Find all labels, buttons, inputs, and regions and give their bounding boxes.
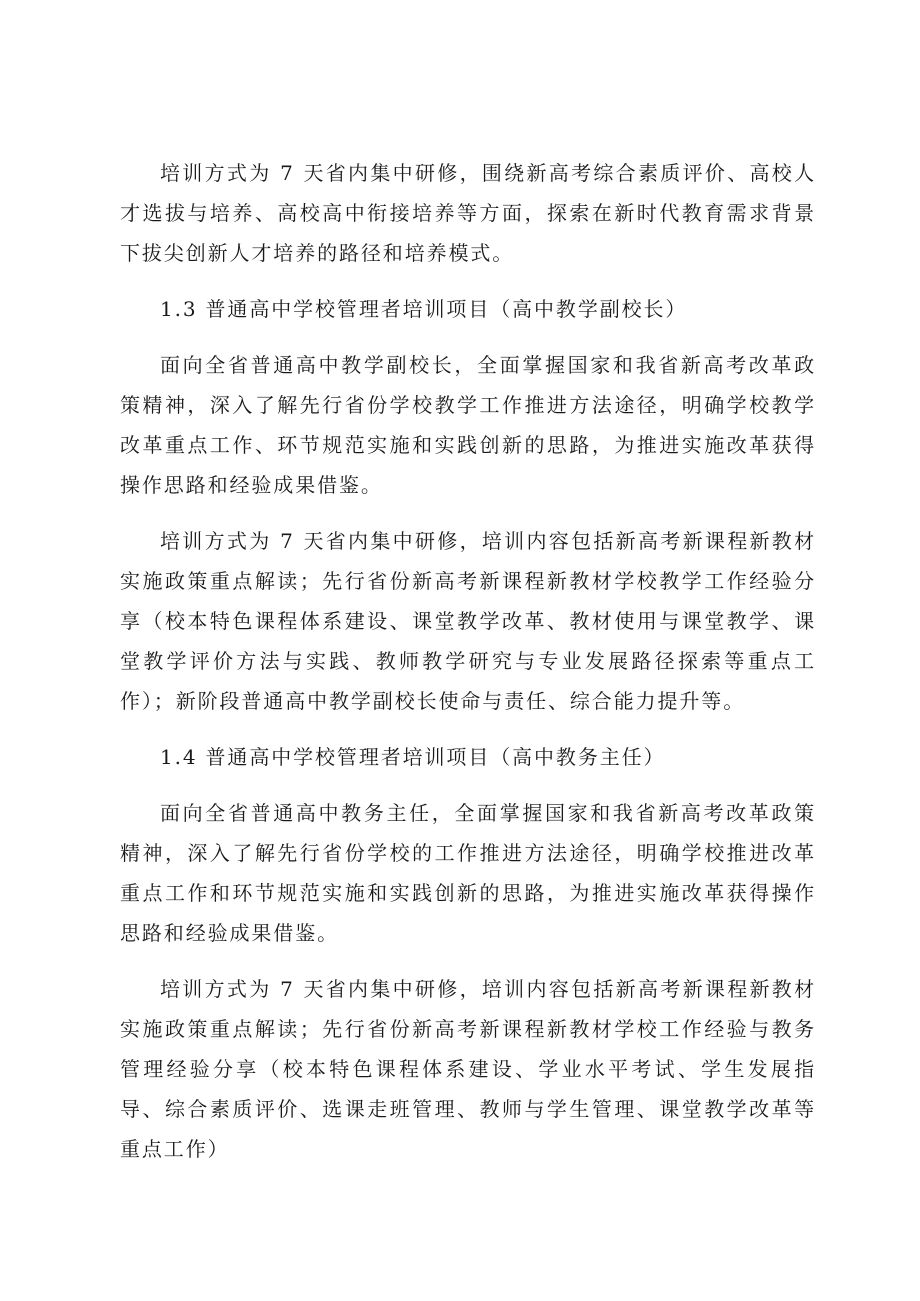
paragraph-training-format-1: 培训方式为 7 天省内集中研修，围绕新高考综合素质评价、高校人才选拔与培养、高校高中衔接培养等方面，探索在新时代教育需求背景下拔尖创新人才培养的路径和培养模式。 xyxy=(120,161,816,265)
paragraph-training-format-3: 培训方式为 7 天省内集中研修，培训内容包括新高考新课程新教材实施政策重点解读；先行省份新高考新课程新教材学校工作经验与教务管理经验分享（校本特色课程体系建设、学业水平考试、学生发展指导、综合素质评价、选课走班管理、教师与学生管理、课堂教学改革等重点工作） xyxy=(120,977,816,1161)
section-heading-1-3 xyxy=(120,289,816,329)
section-heading-1-4 xyxy=(120,737,816,777)
paragraph-training-format-2: 培训方式为 7 天省内集中研修，培训内容包括新高考新课程新教材实施政策重点解读；先行省份新高考新课程新教材学校教学工作经验分享（校本特色课程体系建设、课堂教学改革、教材使用与课堂教学、课堂教学评价方法与实践、教师教学研究与专业发展路径探索等重点工作）；新阶段普通高中教学副校长使命与责任、综合能力提升等。 xyxy=(120,529,816,713)
paragraph-academic-director-target: 面向全省普通高中教务主任，全面掌握国家和我省新高考改革政策精神，深入了解先行省份学校的工作推进方法途径，明确学校推进改革重点工作和环节规范实施和实践创新的思路，为推进实施改革获得操作思路和经验成果借鉴。 xyxy=(120,801,816,945)
section-title: 普通高中学校管理者培训项目（高中教学副校长） xyxy=(205,297,688,321)
paragraph-vice-principal-target: 面向全省普通高中教学副校长，全面掌握国家和我省新高考改革政策精神，深入了解先行省份学校教学工作推进方法途径，明确学校教学改革重点工作、环节规范实施和实践创新的思路，为推进实施改革获得操作思路和经验成果借鉴。 xyxy=(120,353,816,497)
section-number: 1.3 xyxy=(160,297,198,321)
document-page xyxy=(120,153,816,1185)
section-title: 普通高中学校管理者培训项目（高中教务主任） xyxy=(205,745,666,769)
section-number: 1.4 xyxy=(160,745,198,769)
